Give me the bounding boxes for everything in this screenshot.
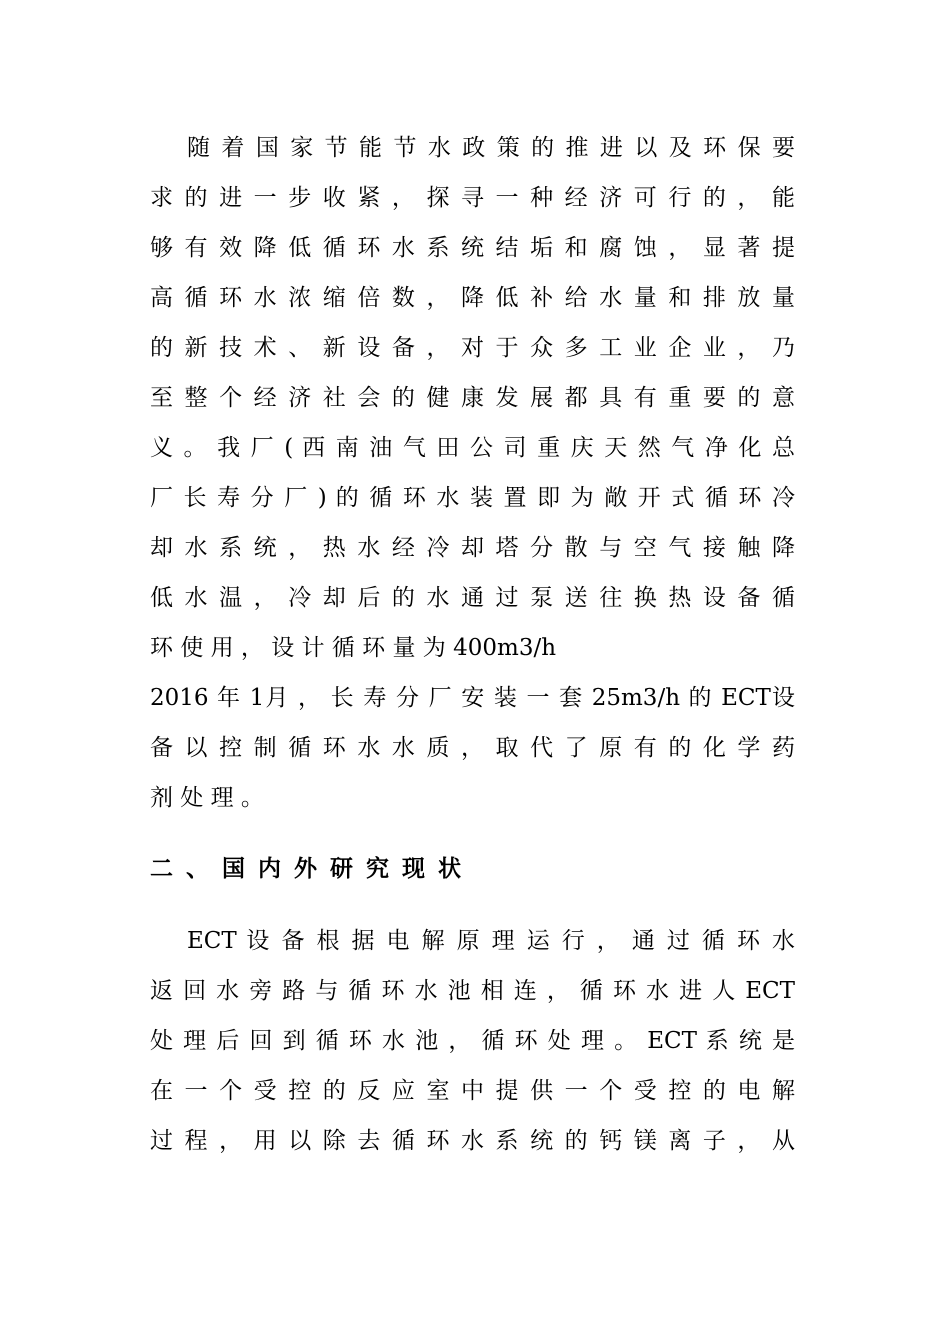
paragraph-1-line-11: 环 使 用 ， 设 计 循 环 量 为 400m3/h bbox=[150, 635, 557, 661]
paragraph-2-line-1: 2016 年 1月 ， 长 寿 分 厂 安 装 一 套 25m3/h 的 ECT设 bbox=[150, 685, 795, 711]
paragraph-3-line-4: 在 一 个 受 控 的 反 应 室 中 提 供 一 个 受 控 的 电 解 bbox=[150, 1078, 795, 1104]
paragraph-2-line-2: 备 以 控 制 循 环 水 水 质 ， 取 代 了 原 有 的 化 学 药 bbox=[150, 735, 795, 761]
paragraph-1-line-5: 的 新 技 术 、 新 设 备 ， 对 于 众 多 工 业 企 业 ， 乃 bbox=[150, 335, 795, 361]
paragraph-2-line-3: 剂 处 理 。 bbox=[150, 785, 264, 811]
paragraph-1-line-8: 厂 长 寿 分 厂 ) 的 循 环 水 装 置 即 为 敞 开 式 循 环 冷 bbox=[150, 485, 795, 511]
paragraph-1-line-3: 够 有 效 降 低 循 环 水 系 统 结 垢 和 腐 蚀 ， 显 著 提 bbox=[150, 235, 795, 261]
paragraph-1-line-9: 却 水 系 统 ， 热 水 经 冷 却 塔 分 散 与 空 气 接 触 降 bbox=[150, 535, 795, 561]
section-heading: 二、国内外研究现状 bbox=[150, 856, 474, 882]
paragraph-3-line-2: 返 回 水 旁 路 与 循 环 水 池 相 连 ， 循 环 水 进 人 ECT bbox=[150, 978, 795, 1004]
paragraph-3-line-1: ECT 设 备 根 据 电 解 原 理 运 行 ， 通 过 循 环 水 bbox=[187, 928, 795, 954]
paragraph-1-line-2: 求 的 进 一 步 收 紧 ， 探 寻 一 种 经 济 可 行 的 ， 能 bbox=[150, 185, 795, 211]
paragraph-1-line-4: 高 循 环 水 浓 缩 倍 数 ， 降 低 补 给 水 量 和 排 放 量 bbox=[150, 285, 795, 311]
paragraph-3-line-5: 过 程 ， 用 以 除 去 循 环 水 系 统 的 钙 镁 离 子 ， 从 bbox=[150, 1128, 795, 1154]
paragraph-1-line-7: 义 。 我 厂 ( 西 南 油 气 田 公 司 重 庆 天 然 气 净 化 总 bbox=[150, 435, 795, 461]
paragraph-1-line-1: 随 着 国 家 节 能 节 水 政 策 的 推 进 以 及 环 保 要 bbox=[187, 135, 795, 161]
paragraph-1-line-10: 低 水 温 ， 冷 却 后 的 水 通 过 泵 送 往 换 热 设 备 循 bbox=[150, 585, 795, 611]
paragraph-1-line-6: 至 整 个 经 济 社 会 的 健 康 发 展 都 具 有 重 要 的 意 bbox=[150, 385, 795, 411]
paragraph-3-line-3: 处 理 后 回 到 循 环 水 池 ， 循 环 处 理 。 ECT 系 统 是 bbox=[150, 1028, 795, 1054]
